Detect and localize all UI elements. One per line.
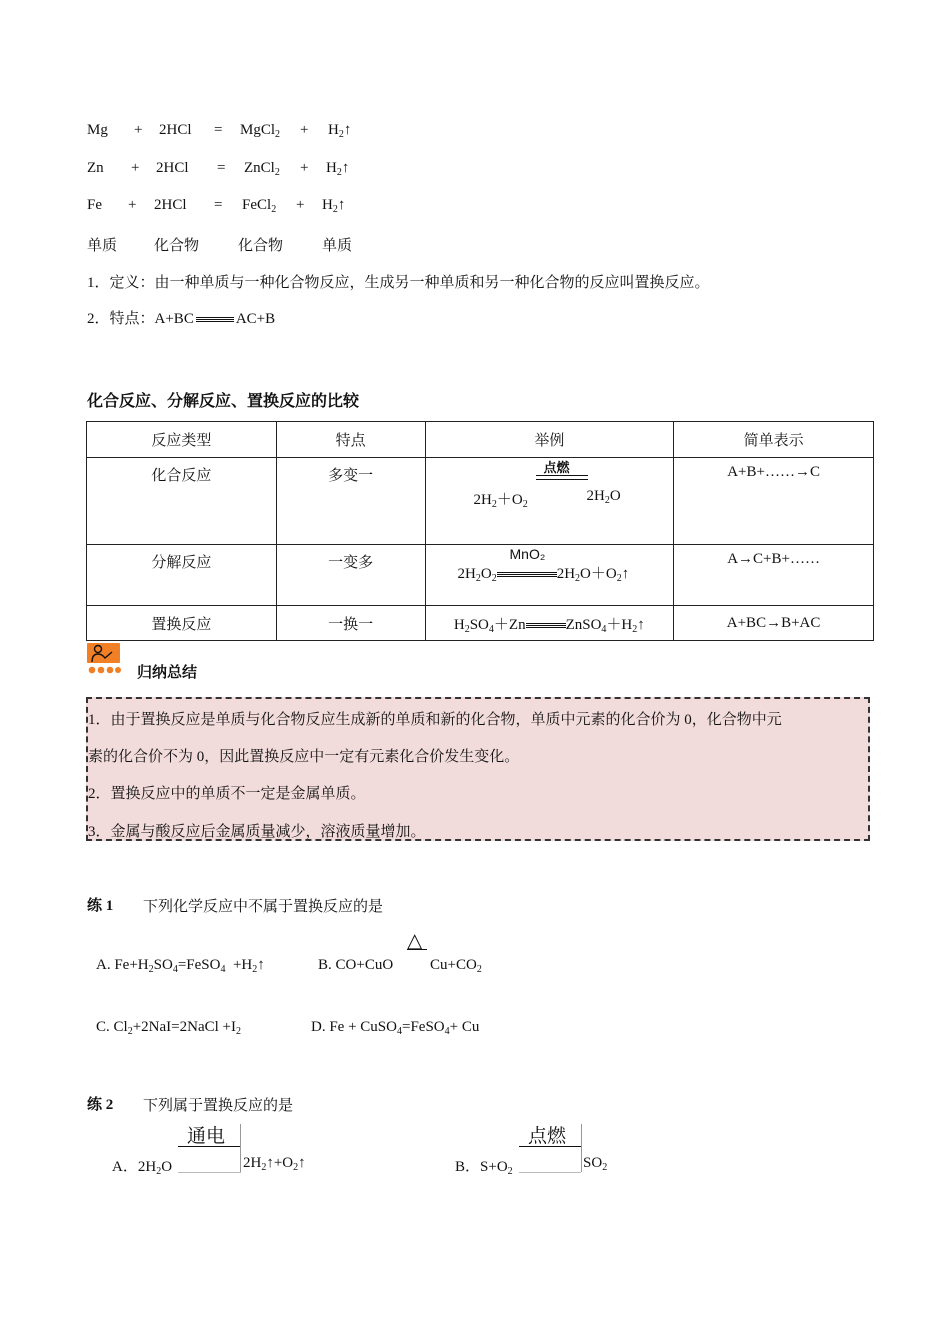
table-header-row bbox=[87, 422, 874, 458]
feature-text: 2．特点：A+BC AC+B bbox=[87, 311, 276, 327]
reaction-line bbox=[536, 475, 588, 476]
table-row bbox=[87, 545, 874, 606]
option-d[interactable]: D. Fe + CuSO$_4$=FeSO$_4$+ Cu bbox=[311, 1019, 480, 1037]
reaction-comparison-table bbox=[86, 421, 874, 641]
category-label: 化合物 bbox=[238, 238, 284, 254]
catalyst-label: MnO₂ bbox=[509, 546, 546, 562]
reaction-feature: 一换一 bbox=[276, 606, 425, 641]
simple-notation: A+BC→B+AC bbox=[674, 606, 874, 641]
definition-text: 1．定义：由一种单质与一种化合物反应，生成另一种单质和另一种化合物的反应叫置换反应。 bbox=[87, 275, 710, 291]
reaction-example bbox=[425, 458, 674, 545]
reaction-line-lower bbox=[519, 1172, 581, 1173]
summary-line: 素的化合价不为 0，因此置换反应中一定有元素化合价发生变化。 bbox=[88, 749, 520, 765]
plus-sign: + bbox=[128, 197, 137, 213]
salt: ZnCl$_2$ bbox=[244, 160, 280, 178]
summary-line: 3．金属与酸反应后金属质量减少，溶液质量增加。 bbox=[88, 824, 426, 840]
category-label: 单质 bbox=[87, 238, 118, 254]
summary-box bbox=[86, 697, 870, 841]
reaction-equation-mg bbox=[0, 122, 950, 142]
table-header: 举例 bbox=[425, 422, 674, 458]
summary-line: 2．置换反应中的单质不一定是金属单质。 bbox=[88, 786, 366, 802]
divider bbox=[581, 1124, 582, 1172]
option-a[interactable]: A．$2H_2O$ bbox=[112, 1159, 173, 1177]
equals-sign: = bbox=[214, 122, 223, 138]
table-header: 简单表示 bbox=[674, 422, 874, 458]
exercise-question: 下列化学反应中不属于置换反应的是 bbox=[143, 899, 384, 915]
acid: 2HCl bbox=[156, 160, 189, 176]
divider bbox=[240, 1124, 241, 1172]
plus-sign: + bbox=[300, 122, 309, 138]
plus-sign: + bbox=[300, 160, 309, 176]
summary-line: 1．由于置换反应是单质与化合物反应生成新的单质和新的化合物，单质中元素的化合价为 0，化合物中元 bbox=[88, 712, 782, 728]
reaction-line bbox=[178, 1146, 241, 1147]
substance-categories bbox=[0, 234, 950, 254]
combustion-condition: 点燃 bbox=[528, 1126, 567, 1147]
reaction-line bbox=[536, 479, 588, 480]
salt: FeCl$_2$ bbox=[242, 197, 277, 215]
equals-sign: = bbox=[214, 197, 223, 213]
reaction-line bbox=[519, 1146, 581, 1147]
metal: Mg bbox=[87, 122, 108, 138]
metal: Fe bbox=[87, 197, 102, 213]
reaction-line bbox=[407, 949, 427, 950]
plus-sign: + bbox=[134, 122, 143, 138]
table-row bbox=[87, 458, 874, 545]
category-label: 化合物 bbox=[154, 238, 200, 254]
gas: $H_2↑$ bbox=[322, 197, 346, 215]
electrolysis-condition: 通电 bbox=[187, 1126, 226, 1147]
summary-title: 归纳总结 bbox=[137, 664, 198, 681]
option-a-products: $2H_2↑+O_2↑$ bbox=[243, 1155, 306, 1173]
plus-sign: + bbox=[296, 197, 305, 213]
option-b[interactable]: B. CO+CuO bbox=[318, 957, 394, 973]
reaction-type: 化合反应 bbox=[87, 458, 277, 545]
condition-label: 点燃 bbox=[543, 460, 570, 475]
triple-equals-sign bbox=[526, 623, 566, 628]
reaction-example bbox=[425, 545, 674, 606]
triple-equals-sign bbox=[196, 317, 234, 322]
heat-triangle-icon: △ bbox=[407, 928, 423, 952]
metal: Zn bbox=[87, 160, 104, 176]
section-heading: 化合反应、分解反应、置换反应的比较 bbox=[87, 393, 360, 410]
table-row bbox=[87, 606, 874, 641]
reaction-equation-fe bbox=[0, 197, 950, 217]
simple-notation: A+B+……→C bbox=[674, 458, 874, 545]
exercise-label: 练 2 bbox=[87, 1097, 114, 1113]
reaction-feature: 多变一 bbox=[276, 458, 425, 545]
teacher-icon bbox=[86, 642, 122, 676]
option-b-products: $SO_2$ bbox=[583, 1155, 608, 1173]
acid: 2HCl bbox=[159, 122, 192, 138]
reaction-feature: 一变多 bbox=[276, 545, 425, 606]
exercise-question: 下列属于置换反应的是 bbox=[143, 1098, 294, 1114]
table-header: 反应类型 bbox=[87, 422, 277, 458]
products: $2H_2O$ bbox=[586, 488, 621, 506]
gas: $H_2↑$ bbox=[326, 160, 350, 178]
reaction-example: $H_2SO_4+Zn$ $ZnSO_4+H_2↑$ bbox=[425, 606, 674, 641]
table-header: 特点 bbox=[276, 422, 425, 458]
option-b[interactable]: B．$S+O_2$ bbox=[455, 1159, 513, 1177]
reaction-line-lower bbox=[178, 1172, 241, 1173]
option-a[interactable]: A. $Fe+H_2SO_4=FeSO_4$ $+H_2↑$ bbox=[96, 957, 265, 975]
reaction-type: 置换反应 bbox=[87, 606, 277, 641]
gas: $H_2↑$ bbox=[328, 122, 352, 140]
exercise-label: 练 1 bbox=[87, 898, 114, 914]
option-b-products: $Cu+CO_2$ bbox=[430, 957, 482, 975]
category-label: 单质 bbox=[322, 238, 353, 254]
reaction-equation-zn bbox=[0, 160, 950, 180]
simple-notation: A→C+B+…… bbox=[674, 545, 874, 606]
acid: 2HCl bbox=[154, 197, 187, 213]
triple-equals-sign bbox=[497, 572, 557, 577]
decomposition-equation: $2H_2O_2$ $2H_2O+O_2↑$ bbox=[457, 566, 630, 584]
salt: MgCl$_2$ bbox=[240, 122, 281, 140]
reaction-type: 分解反应 bbox=[87, 545, 277, 606]
plus-sign: + bbox=[131, 160, 140, 176]
equals-sign: = bbox=[217, 160, 226, 176]
reactants: $2H_2+O_2$ bbox=[473, 492, 528, 510]
option-c[interactable]: C. $Cl_2+2NaI=2NaCl +I_2$ bbox=[96, 1019, 241, 1037]
